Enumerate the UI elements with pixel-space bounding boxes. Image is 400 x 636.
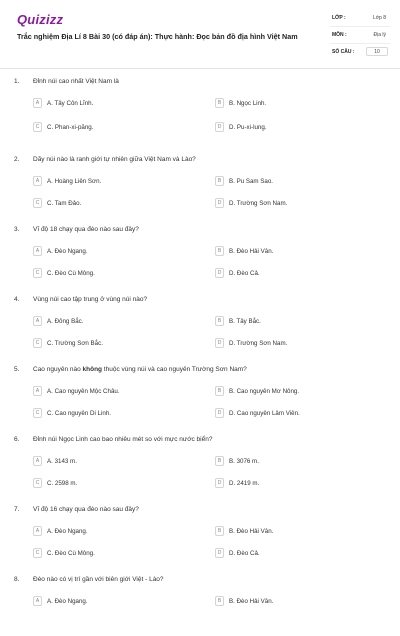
answer-option[interactable] [33,268,203,280]
question-item [0,566,400,636]
question-item [0,216,400,286]
option-letter-box: C [33,198,42,208]
question-text-part: Vĩ độ 16 chạy qua đèo nào sau đây? [33,506,139,513]
question-number: 3. [14,226,20,233]
option-text: B. Pu Sam Sao. [229,177,274,185]
answer-option[interactable] [215,98,385,110]
option-text: A. Đèo Ngang. [47,597,88,605]
meta-grade-label: LỚP : [332,15,346,21]
question-item [0,146,400,216]
answer-option[interactable] [215,408,385,420]
answer-option[interactable] [215,268,385,280]
answer-option[interactable] [215,526,385,538]
quizizz-logo: Quizizz [17,12,64,27]
option-letter-box: A [33,456,42,466]
question-number: 4. [14,296,20,303]
question-text [33,366,373,373]
option-letter-box: B [215,176,224,186]
option-text: B. Đèo Hải Vân. [229,527,274,535]
option-text: A. Hoàng Liên Sơn. [47,177,102,185]
answer-option[interactable] [33,526,203,538]
worksheet-title: Trắc nghiệm Địa Lí 8 Bài 30 (có đáp án): Thực hành: Đọc bản đồ địa hình Việt Nam [17,32,298,41]
meta-grade-row [330,10,390,27]
question-text-part: Dãy núi nào là ranh giới tự nhiên giữa Việt Nam và Lào? [33,156,196,163]
answer-option[interactable] [215,246,385,258]
option-text: C. Đèo Cù Mông. [47,549,95,557]
option-text: D. 2419 m. [229,479,260,487]
question-text [33,296,373,303]
option-letter-box: B [215,246,224,256]
answer-option[interactable] [215,316,385,328]
option-text: B. 3076 m. [229,457,259,465]
option-text: C. Trường Sơn Bắc. [47,339,103,347]
option-letter-box: C [33,408,42,418]
option-text: A. Đông Bắc. [47,317,84,325]
option-letter-box: B [215,386,224,396]
option-text: D. Đèo Cả. [229,549,260,557]
question-text [33,506,373,513]
answer-option[interactable] [33,456,203,468]
option-text: B. Ngọc Linh. [229,99,267,107]
option-text: A. Đèo Ngang. [47,247,88,255]
answer-option[interactable] [33,408,203,420]
question-item [0,426,400,496]
option-letter-box: B [215,456,224,466]
option-text: B. Đèo Hải Vân. [229,247,274,255]
answer-option[interactable] [215,456,385,468]
question-text-part: Đỉnh núi cao nhất Việt Nam là [33,78,119,85]
option-letter-box: D [215,548,224,558]
answer-option[interactable] [215,386,385,398]
option-letter-box: A [33,526,42,536]
option-text: D. Trường Sơn Nam. [229,199,288,207]
option-letter-box: D [215,198,224,208]
answer-option[interactable] [215,176,385,188]
option-text: A. Đèo Ngang. [47,527,88,535]
question-number: 1. [14,78,20,85]
option-text: D. Đèo Cả. [229,269,260,277]
question-text-part: Vĩ độ 18 chạy qua đèo nào sau đây? [33,226,139,233]
answer-option[interactable] [215,122,385,134]
question-number: 2. [14,156,20,163]
question-number: 6. [14,436,20,443]
option-letter-box: C [33,268,42,278]
option-text: D. Cao nguyên Lâm Viên. [229,409,300,417]
answer-option[interactable] [215,596,385,608]
question-list [0,68,400,636]
meta-subject-row [330,27,390,44]
meta-count-row [330,44,390,60]
option-letter-box: A [33,596,42,606]
option-text: B. Cao nguyên Mơ Nông. [229,387,300,395]
option-letter-box: D [215,478,224,488]
option-letter-box: B [215,596,224,606]
answer-option[interactable] [33,316,203,328]
option-text: D. Trường Sơn Nam. [229,339,288,347]
meta-count-box [366,47,388,56]
question-text [33,436,373,443]
option-letter-box: C [33,122,42,132]
option-text: C. 2598 m. [47,479,78,487]
option-letter-box: D [215,338,224,348]
answer-option[interactable] [33,596,203,608]
option-text: C. Phan-xi-păng. [47,123,94,131]
question-item [0,286,400,356]
option-letter-box: C [33,548,42,558]
option-letter-box: B [215,98,224,108]
option-text: A. Cao nguyên Mộc Châu. [47,387,120,395]
question-text-part: Đỉnh núi Ngọc Linh cao bao nhiêu mét so với mực nước biển? [33,436,213,443]
answer-option[interactable] [33,176,203,188]
question-item [0,68,400,146]
question-text-part: Vùng núi cao tập trung ở vùng núi nào? [33,296,148,303]
option-letter-box: C [33,338,42,348]
option-letter-box: D [215,122,224,132]
option-letter-box: D [215,268,224,278]
option-text: C. Tam Đảo. [47,199,82,207]
question-text-part: thuộc vùng núi và cao nguyên Trường Sơn Nam? [102,366,247,373]
worksheet-header [0,0,400,69]
question-number: 7. [14,506,20,513]
option-letter-box: B [215,526,224,536]
option-letter-box: B [215,316,224,326]
meta-count-label: SỐ CÂU : [332,49,355,55]
option-text: B. Đèo Hải Vân. [229,597,274,605]
option-letter-box: A [33,316,42,326]
option-text: A. 3143 m. [47,457,77,465]
option-letter-box: A [33,176,42,186]
answer-option[interactable] [215,198,385,210]
meta-subject-label: MÔN : [332,32,347,38]
meta-subject-value: Địa lý [373,32,386,38]
question-text-part: Cao nguyên nào [33,366,83,373]
option-letter-box: D [215,408,224,418]
question-item [0,496,400,566]
answer-option[interactable] [215,548,385,560]
answer-option[interactable] [33,198,203,210]
meta-count-value: 10 [374,49,380,55]
option-letter-box: A [33,386,42,396]
option-text: D. Pu-xi-lung. [229,123,267,131]
answer-option[interactable] [33,478,203,490]
question-text [33,156,373,163]
worksheet-meta [330,10,390,60]
question-text [33,576,373,583]
answer-option[interactable] [215,338,385,350]
meta-grade-value: Lớp 8 [372,15,386,21]
option-letter-box: C [33,478,42,488]
answer-option[interactable] [215,478,385,490]
question-number: 5. [14,366,20,373]
question-item [0,356,400,426]
option-text: C. Cao nguyên Di Linh. [47,409,111,417]
option-text: B. Tây Bắc. [229,317,261,325]
question-number: 8. [14,576,20,583]
answer-option[interactable] [33,548,203,560]
question-text-part: Đèo nào có vị trí gần với biên giới Việt - Lào? [33,576,164,583]
option-text: A. Tây Côn Lĩnh. [47,99,94,107]
answer-option[interactable] [33,122,203,134]
option-letter-box: A [33,246,42,256]
answer-option[interactable] [33,98,203,110]
question-text [33,226,373,233]
option-letter-box: A [33,98,42,108]
answer-option[interactable] [33,246,203,258]
answer-option[interactable] [33,386,203,398]
question-text-emphasis: không [82,366,103,373]
option-text: C. Đèo Cù Mông. [47,269,95,277]
answer-option[interactable] [33,338,203,350]
question-text [33,78,373,85]
